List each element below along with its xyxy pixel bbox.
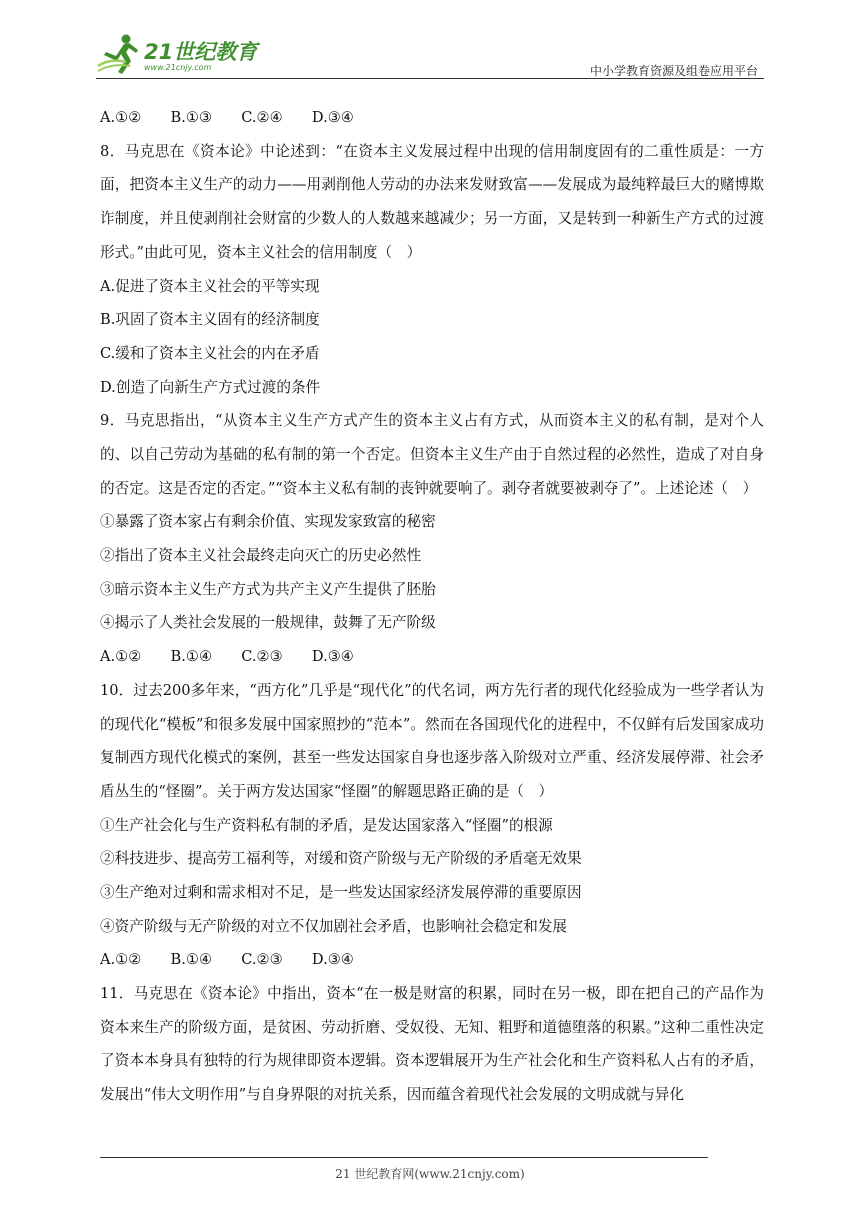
header-rule bbox=[96, 78, 764, 79]
statement-3-q10: ③生产绝对过剩和需求相对不足，是一些发达国家经济发展停滞的重要原因 bbox=[100, 883, 582, 901]
question-9-stem: 9．马克思指出，“从资本主义生产方式产生的资本主义占有方式，从而资本主义的私有制，是对个人的、以自己劳动为基础的私有制的第一个否定。但资本主义生产由于自然过程的必然性，造成了对自身的否定。这是否定的否定。”“资本主义私有制的丧钟就要响了。剥夺者就要被剥夺了”。上述论述（ ） bbox=[100, 412, 764, 497]
runner-logo-icon bbox=[96, 32, 142, 76]
logo-url: www.21cnjy.com bbox=[144, 63, 212, 72]
option-b-q8: B.巩固了资本主义固有的经济制度 bbox=[100, 311, 320, 329]
page-footer: 21 世纪教育网(www.21cnjy.com) bbox=[335, 1167, 525, 1181]
option-d-q8: D.创造了向新生产方式过渡的条件 bbox=[100, 378, 321, 396]
statement-1-q10: ①生产社会化与生产资料私有制的矛盾，是发达国家落入“怪圈”的根源 bbox=[100, 816, 553, 834]
page-header bbox=[96, 30, 764, 80]
statement-2-q9: ②指出了资本主义社会最终走向灭亡的历史必然性 bbox=[100, 547, 422, 565]
answer-options-q10: A.①② B.①④ C.②③ D.③④ bbox=[100, 951, 354, 969]
question-11-stem: 11．马克思在《资本论》中指出，资本“在一极是财富的积累，同时在另一极，即在把自己的产品作为资本来生产的阶级方面，是贫困、劳动折磨、受奴役、无知、粗野和道德堕落的积累。”这种二重性决定了资本本身具有独特的行为规律即资本逻辑。资本逻辑展开为生产社会化和生产资料私人占有的矛盾，发展出“伟大文明作用”与自身界限的对抗关系，因而蕴含着现代社会发展的文明成就与异化 bbox=[100, 985, 764, 1104]
statement-4-q10: ④资产阶级与无产阶级的对立不仅加剧社会矛盾，也影响社会稳定和发展 bbox=[100, 917, 568, 935]
platform-name: 中小学教育资源及组卷应用平台 bbox=[589, 64, 758, 78]
statement-3-q9: ③暗示资本主义生产方式为共产主义产生提供了胚胎 bbox=[100, 580, 436, 598]
statement-1-q9: ①暴露了资本家占有剩余价值、实现发家致富的秘密 bbox=[100, 513, 436, 531]
footer-rule bbox=[100, 1157, 708, 1158]
logo-brand: 21世纪教育 bbox=[144, 40, 258, 64]
answer-options-q7: A.①② B.①③ C.②④ D.③④ bbox=[100, 109, 354, 126]
statement-4-q9: ④揭示了人类社会发展的一般规律，鼓舞了无产阶级 bbox=[100, 614, 436, 632]
question-8-stem: 8．马克思在《资本论》中论述到：“在资本主义发展过程中出现的信用制度固有的二重性质是：一方面，把资本主义生产的动力——用剥削他人劳动的办法来发财致富——发展成为最纯粹最巨大的赌博欺诈制度，并且使剥削社会财富的少数人的人数越来越减少；另一方面，又是转到一种新生产方式的过渡形式。”由此可见，资本主义社会的信用制度（ ） bbox=[100, 142, 764, 261]
option-c-q8: C.缓和了资本主义社会的内在矛盾 bbox=[100, 344, 320, 362]
logo bbox=[96, 30, 296, 80]
answer-options-q9: A.①② B.①④ C.②③ D.③④ bbox=[100, 648, 354, 666]
option-a-q8: A.促进了资本主义社会的平等实现 bbox=[100, 277, 320, 295]
statement-2-q10: ②科技进步、提高劳工福利等，对缓和资产阶级与无产阶级的矛盾毫无效果 bbox=[100, 850, 582, 868]
question-10-stem: 10．过去200多年来，“西方化”几乎是“现代化”的代名词，两方先行者的现代化经验成为一些学者认为的现代化“模板”和很多发展中国家照抄的“范本”。然而在各国现代化的进程中，不仅鲜有后发国家成功复制西方现代化模式的案例，甚至一些发达国家自身也逐步落入阶级对立严重、经济发展停滞、社会矛盾丛生的“怪圈”。关于两方发达国家“怪圈”的解题思路正确的是（ ） bbox=[100, 681, 764, 800]
page-content bbox=[100, 101, 764, 1112]
